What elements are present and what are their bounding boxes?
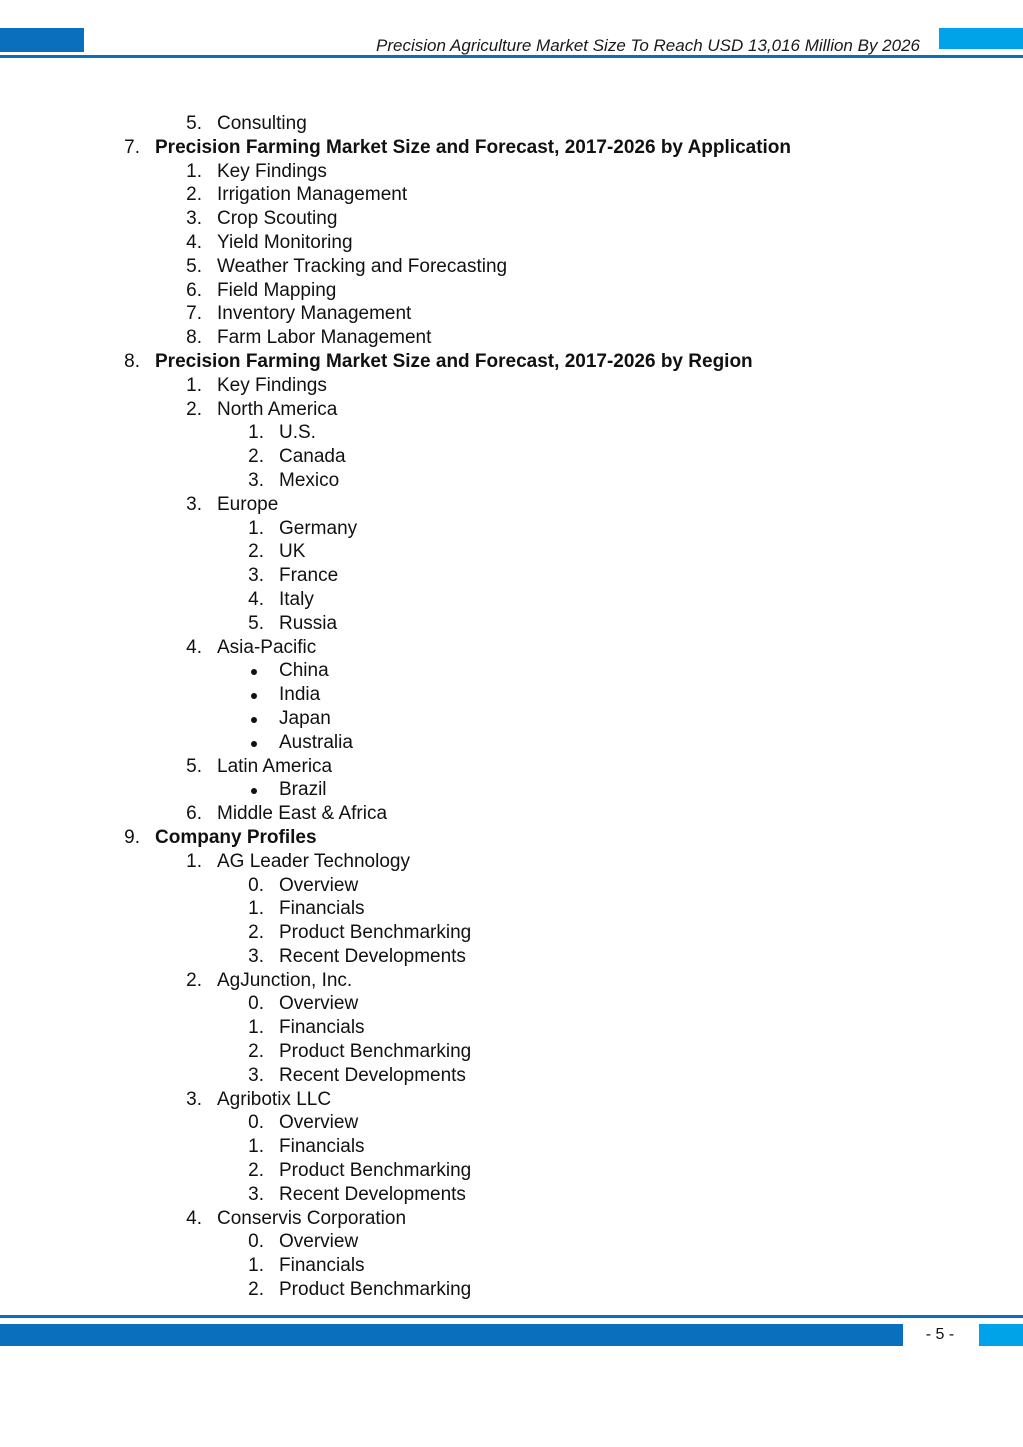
toc-entry-number: 2.: [186, 398, 202, 420]
toc-entry-level-2: [0, 1207, 1023, 1231]
toc-entry-text: Key Findings: [217, 160, 327, 182]
toc-entry-level-2: [0, 231, 1023, 255]
toc-entry-number: 1.: [248, 422, 264, 444]
toc-entry-text: Company Profiles: [155, 826, 317, 848]
toc-entry-number: 0.: [248, 993, 264, 1015]
toc-entry-level-2: [0, 112, 1023, 136]
toc-entry-text: Russia: [279, 612, 338, 634]
toc-entry-number: 8.: [124, 350, 140, 372]
toc-entry-number: 9.: [124, 826, 140, 848]
toc-entry-number: 2.: [186, 184, 202, 206]
bullet-icon: [251, 741, 257, 747]
toc-entry-number: 6.: [186, 803, 202, 825]
toc-entry-number: 1.: [248, 898, 264, 920]
toc-entry-text: China: [279, 660, 329, 682]
toc-entry-text: Asia-Pacific: [217, 636, 317, 658]
toc-entry-text: Product Benchmarking: [279, 1041, 472, 1063]
toc-entry-number: 2.: [248, 446, 264, 468]
toc-entry-number: 6.: [186, 279, 202, 301]
toc-entry-level-3: [0, 540, 1023, 564]
toc-entry-text: Consulting: [217, 113, 307, 134]
toc-entry-level-2: [0, 755, 1023, 779]
toc-entry-level-3: [0, 921, 1023, 945]
footer-rule: [0, 1315, 1023, 1318]
toc-entry-text: U.S.: [279, 422, 316, 444]
toc-entry-number: 1.: [186, 374, 202, 396]
toc-entry-text: Latin America: [217, 755, 333, 777]
toc-entry-level-3: [0, 778, 1023, 802]
toc-entry-level-2: [0, 207, 1023, 231]
page-number: - 5 -: [925, 1326, 955, 1343]
toc-entry-level-2: [0, 374, 1023, 398]
toc-entry-level-2: [0, 969, 1023, 993]
toc-entry-number: 1.: [186, 160, 202, 182]
toc-entry-text: Overview: [279, 993, 359, 1015]
toc-entry-text: Financials: [279, 898, 365, 920]
toc-entry-level-2: [0, 279, 1023, 303]
toc-entry-level-3: [0, 874, 1023, 898]
toc-entry-number: 5.: [186, 113, 202, 134]
toc-entry-level-2: [0, 302, 1023, 326]
bullet-icon: [251, 669, 257, 675]
toc-entry-number: 3.: [186, 493, 202, 515]
toc-entry-number: 1.: [248, 517, 264, 539]
toc-entry-level-1: [0, 350, 1023, 374]
toc-entry-number: 3.: [186, 1088, 202, 1110]
toc-entry-text: Recent Developments: [279, 945, 466, 967]
toc-entry-text: Financials: [279, 1255, 365, 1277]
toc-entry-level-3: [0, 421, 1023, 445]
toc-entry-number: 1.: [186, 850, 202, 872]
toc-entry-text: Product Benchmarking: [279, 1279, 472, 1301]
toc-entry-text: Agribotix LLC: [217, 1088, 332, 1110]
toc-entry-number: 0.: [248, 1231, 264, 1253]
toc-entry-text: Financials: [279, 1017, 365, 1039]
toc-entry-text: Canada: [279, 446, 346, 468]
toc-entry-text: Europe: [217, 493, 279, 515]
toc-entry-level-3: [0, 992, 1023, 1016]
toc-entry-number: 7.: [186, 303, 202, 325]
toc-entry-level-3: [0, 564, 1023, 588]
toc-entry-text: Weather Tracking and Forecasting: [217, 255, 508, 277]
toc-entry-level-3: [0, 1159, 1023, 1183]
header-title: Precision Agriculture Market Size To Reach USD 13,016 Million By 2026: [376, 36, 920, 55]
toc-entry-text: Conservis Corporation: [217, 1207, 407, 1229]
toc-entry-number: 0.: [248, 1112, 264, 1134]
toc-entry-number: 2.: [248, 1041, 264, 1063]
toc-entry-number: 2.: [248, 541, 264, 563]
toc-entry-number: 4.: [248, 588, 264, 610]
toc-entry-level-2: [0, 850, 1023, 874]
bullet-icon: [251, 788, 257, 794]
toc-entry-number: 4.: [186, 231, 202, 253]
toc-entry-level-3: [0, 659, 1023, 683]
footer-accent-block-right: [979, 1324, 1023, 1346]
toc-entry-text: UK: [279, 541, 306, 563]
toc-entry-text: Precision Farming Market Size and Forecast, 2017-2026 by Application: [155, 136, 792, 158]
toc-entry-level-3: [0, 945, 1023, 969]
toc-entry-number: 3.: [186, 208, 202, 230]
toc-entry-level-3: [0, 1230, 1023, 1254]
toc-entry-number: 3.: [248, 945, 264, 967]
toc-entry-text: Overview: [279, 1231, 359, 1253]
toc-entry-level-3: [0, 1254, 1023, 1278]
toc-entry-number: 3.: [248, 1183, 264, 1205]
toc-entry-text: Germany: [279, 517, 358, 539]
toc-entry-level-1: [0, 826, 1023, 850]
toc-entry-level-2: [0, 326, 1023, 350]
toc-entry-level-3: [0, 1064, 1023, 1088]
header-rule: [0, 55, 1023, 58]
header-accent-block-left: [0, 28, 84, 52]
toc-entry-text: Recent Developments: [279, 1183, 466, 1205]
toc-entry-level-3: [0, 1278, 1023, 1302]
toc-entry-level-2: [0, 802, 1023, 826]
toc-entry-level-2: [0, 255, 1023, 279]
toc-entry-number: 5.: [186, 755, 202, 777]
toc-entry-number: 2.: [186, 969, 202, 991]
toc-entry-level-3: [0, 897, 1023, 921]
toc-entry-level-3: [0, 445, 1023, 469]
toc-entry-text: Crop Scouting: [217, 208, 338, 230]
toc-entry-text: Recent Developments: [279, 1064, 466, 1086]
toc-entry-number: 7.: [124, 136, 140, 158]
toc-entry-level-3: [0, 731, 1023, 755]
toc-entry-number: 1.: [248, 1017, 264, 1039]
toc-entry-number: 5.: [248, 612, 264, 634]
toc-entry-text: Middle East & Africa: [217, 803, 388, 825]
toc-entry-text: Financials: [279, 1136, 365, 1158]
toc-entry-level-2: [0, 183, 1023, 207]
toc-entry-text: Product Benchmarking: [279, 922, 472, 944]
toc-entry-level-3: [0, 612, 1023, 636]
toc-entry-text: Overview: [279, 1112, 359, 1134]
toc-entry-number: 3.: [248, 469, 264, 491]
toc-entry-level-2: [0, 636, 1023, 660]
toc-entry-level-3: [0, 683, 1023, 707]
toc-entry-text: Japan: [279, 707, 331, 729]
toc-entry-text: AG Leader Technology: [217, 850, 410, 872]
toc-entry-number: 3.: [248, 1064, 264, 1086]
toc-entry-text: Australia: [279, 731, 353, 753]
toc-entry-level-3: [0, 588, 1023, 612]
toc-entry-level-2: [0, 160, 1023, 184]
footer-bar: [0, 1324, 903, 1346]
toc-entry-number: 3.: [248, 565, 264, 587]
toc-entry-number: 2.: [248, 922, 264, 944]
toc-entry-level-1: [0, 136, 1023, 160]
toc-entry-number: 0.: [248, 874, 264, 896]
bullet-icon: [251, 717, 257, 723]
toc-entry-level-2: [0, 493, 1023, 517]
toc-entry-number: 4.: [186, 636, 202, 658]
toc-entry-text: Product Benchmarking: [279, 1160, 472, 1182]
toc-entry-level-3: [0, 1183, 1023, 1207]
toc-entry-text: India: [279, 684, 321, 706]
toc-entry-level-3: [0, 1135, 1023, 1159]
toc-entry-text: AgJunction, Inc.: [217, 969, 353, 991]
toc-entry-text: Inventory Management: [217, 303, 412, 325]
toc-entry-text: Overview: [279, 874, 359, 896]
toc-entry-text: North America: [217, 398, 338, 420]
toc-entry-number: 5.: [186, 255, 202, 277]
toc-entry-level-3: [0, 469, 1023, 493]
toc-entry-text: Italy: [279, 588, 314, 610]
toc-entry-text: Precision Farming Market Size and Forecast, 2017-2026 by Region: [155, 350, 753, 372]
toc-entry-level-3: [0, 1016, 1023, 1040]
toc-entry-text: Farm Labor Management: [217, 327, 432, 349]
toc-entry-text: Field Mapping: [217, 279, 337, 301]
toc-entry-level-2: [0, 398, 1023, 422]
toc-entry-number: 1.: [248, 1136, 264, 1158]
toc-entry-text: Key Findings: [217, 374, 327, 396]
toc-entry-number: 2.: [248, 1279, 264, 1301]
toc-entry-level-3: [0, 1111, 1023, 1135]
toc-entry-number: 8.: [186, 327, 202, 349]
toc-entry-level-3: [0, 1040, 1023, 1064]
toc-entry-number: 2.: [248, 1160, 264, 1182]
toc-entry-level-3: [0, 517, 1023, 541]
toc-entry-text: Yield Monitoring: [217, 231, 353, 253]
toc-entry-number: 4.: [186, 1207, 202, 1229]
toc-entry-number: 1.: [248, 1255, 264, 1277]
toc-entry-text: Mexico: [279, 469, 340, 491]
table-of-contents: [0, 112, 1023, 1302]
toc-entry-text: Brazil: [279, 779, 327, 801]
toc-entry-text: France: [279, 565, 339, 587]
toc-entry-level-3: [0, 707, 1023, 731]
header-accent-block-right: [939, 28, 1023, 49]
toc-entry-level-2: [0, 1088, 1023, 1112]
toc-entry-text: Irrigation Management: [217, 184, 408, 206]
bullet-icon: [251, 693, 257, 699]
